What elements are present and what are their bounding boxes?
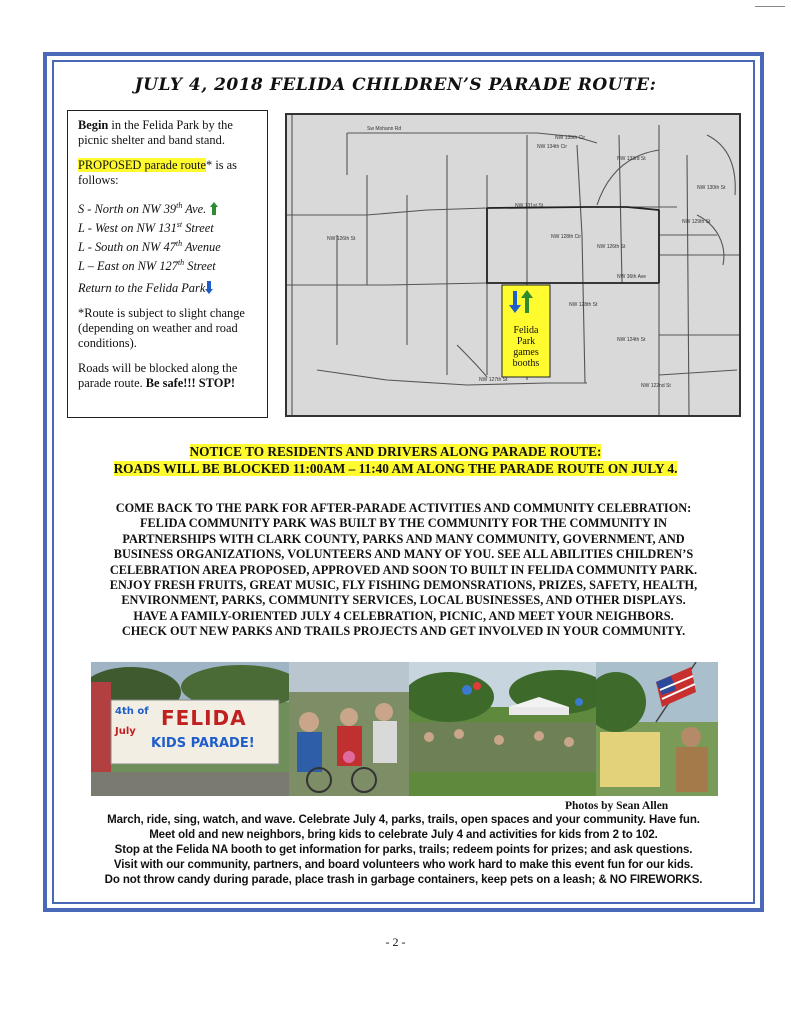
body-line: PARTNERSHIPS WITH CLARK COUNTY, PARKS AND MANY COMMUNITY, GOVERNMENT, AND (122, 531, 685, 546)
closing-line: Stop at the Felida NA booth to get information for parks, trails; redeem points for prizes; and ask questions. (114, 844, 693, 856)
notice-line-1: NOTICE TO RESIDENTS AND DRIVERS ALONG PARADE ROUTE: (189, 444, 602, 459)
route-note: *Route is subject to slight change (depending on weather and road conditions). (78, 305, 245, 350)
street-label: NW 134th Cir (537, 144, 568, 150)
body-line: FELIDA COMMUNITY PARK WAS BUILT BY THE COMMUNITY FOR THE COMMUNITY IN (139, 516, 668, 531)
street-label: NW 133rd St (617, 156, 646, 162)
green-up-arrow-icon (210, 202, 217, 215)
body-line: CELEBRATION AREA PROPOSED, APPROVED AND SOON TO BUILT IN FELIDA COMMUNITY PARK. (109, 562, 698, 577)
closing-line: March, ride, sing, watch, and wave. Celebrate July 4, parks, trails, open spaces and your community. Have fun. (107, 814, 700, 826)
banner-july: July (115, 726, 136, 737)
street-label: NW 126th St (327, 236, 356, 242)
closing-line: Do not throw candy during parade, place trash in garbage containers, keep pets on a leash; & NO FIREWORKS. (104, 874, 703, 886)
street-label: NW 128th St (569, 302, 598, 308)
street-label: NW 124th St (617, 337, 646, 343)
notice-line-2: ROADS WILL BE BLOCKED 11:00AM – 11:40 AM ALONG THE PARADE ROUTE ON JULY 4. (113, 461, 678, 476)
street-label: NW 128th Cir (551, 234, 582, 240)
street-label: NW 131st St (515, 203, 544, 209)
route-step: L - South on NW 47th Avenue (78, 239, 221, 255)
route-step: S - North on NW 39th Ave. (78, 198, 259, 217)
banner-felida: FELIDA (161, 706, 247, 730)
page-number: - 2 - (385, 935, 406, 949)
park-label-1: Felida (513, 325, 539, 336)
blocked-warning: Roads will be blocked along the parade route. Be safe!!! STOP! (78, 360, 238, 390)
begin-paragraph: Begin in the Felida Park by the picnic shelter and band stand. (78, 118, 233, 147)
page-title: JULY 4, 2018 FELIDA CHILDREN’S PARADE ROUTE: (134, 75, 657, 95)
route-step: L - West on NW 131st Street (78, 220, 214, 236)
street-label: Sw Mohann Rd (367, 126, 402, 132)
body-line: CHECK OUT NEW PARKS AND TRAILS PROJECTS AND GET INVOLVED IN YOUR COMMUNITY. (121, 624, 686, 639)
route-steps (78, 198, 259, 275)
park-label-2: Park (516, 336, 536, 347)
closing-line: Visit with our community, partners, and board volunteers who work hard to make this event fun for our kids. (113, 859, 694, 871)
body-line: ENVIRONMENT, PARKS, COMMUNITY SERVICES, LOCAL BUSINESSES, AND OTHER DISPLAYS. (121, 593, 686, 608)
photo-flag-display (596, 662, 718, 796)
closing-line: Meet old and new neighbors, bring kids to celebrate July 4 and activities for kids from 2 to 102. (149, 829, 658, 841)
banner-4th: 4th of (115, 706, 149, 717)
banner-kids: KIDS PARADE! (151, 736, 255, 751)
route-info-box (67, 110, 268, 418)
body-line: ENJOY FRESH FRUITS, GREAT MUSIC, FLY FISHING DEMONSRATIONS, PRIZES, SAFETY, HEALTH, (109, 578, 698, 593)
closing-text (56, 813, 751, 888)
street-map-svg (287, 115, 739, 415)
parade-route-map (285, 113, 741, 417)
body-line: BUSINESS ORGANIZATIONS, VOLUNTEERS AND MANY OF YOU. SEE ALL ABILITIES CHILDREN’S (113, 547, 694, 562)
photo-credit: Photos by Sean Allen (565, 800, 669, 812)
street-label: NW 36th Ave (617, 274, 647, 280)
notice-block (0, 443, 791, 477)
street-label: NW 129th St (682, 219, 711, 225)
photo-kids-parade-banner (91, 662, 289, 796)
street-label: NW 122nd St (641, 383, 671, 389)
body-line: COME BACK TO THE PARK FOR AFTER-PARADE ACTIVITIES AND COMMUNITY CELEBRATION: (115, 501, 692, 515)
route-step: L – East on NW 127th Street (78, 258, 216, 274)
proposed-highlight: PROPOSED parade route (78, 158, 207, 172)
park-label-3: games (513, 347, 539, 358)
street-label: NW 127th St (479, 377, 508, 383)
street-label: NW 130th St (697, 185, 726, 191)
blue-down-arrow-icon (205, 281, 213, 294)
return-line: Return to the Felida Park (78, 281, 259, 296)
street-label: NW 135th Cir (555, 135, 586, 141)
park-label-4: booths (512, 358, 540, 369)
corner-mark (755, 6, 785, 7)
street-label: NW 126th St (597, 244, 626, 250)
body-line: HAVE A FAMILY-ORIENTED JULY 4 CELEBRATION, PICNIC, AND MEET YOUR NEIGHBORS. (133, 608, 674, 623)
photo-park-gathering (409, 662, 596, 796)
celebration-text (66, 501, 741, 640)
proposed-paragraph: PROPOSED parade route* is as follows: (78, 158, 238, 187)
photo-parade-crowd (289, 662, 409, 796)
